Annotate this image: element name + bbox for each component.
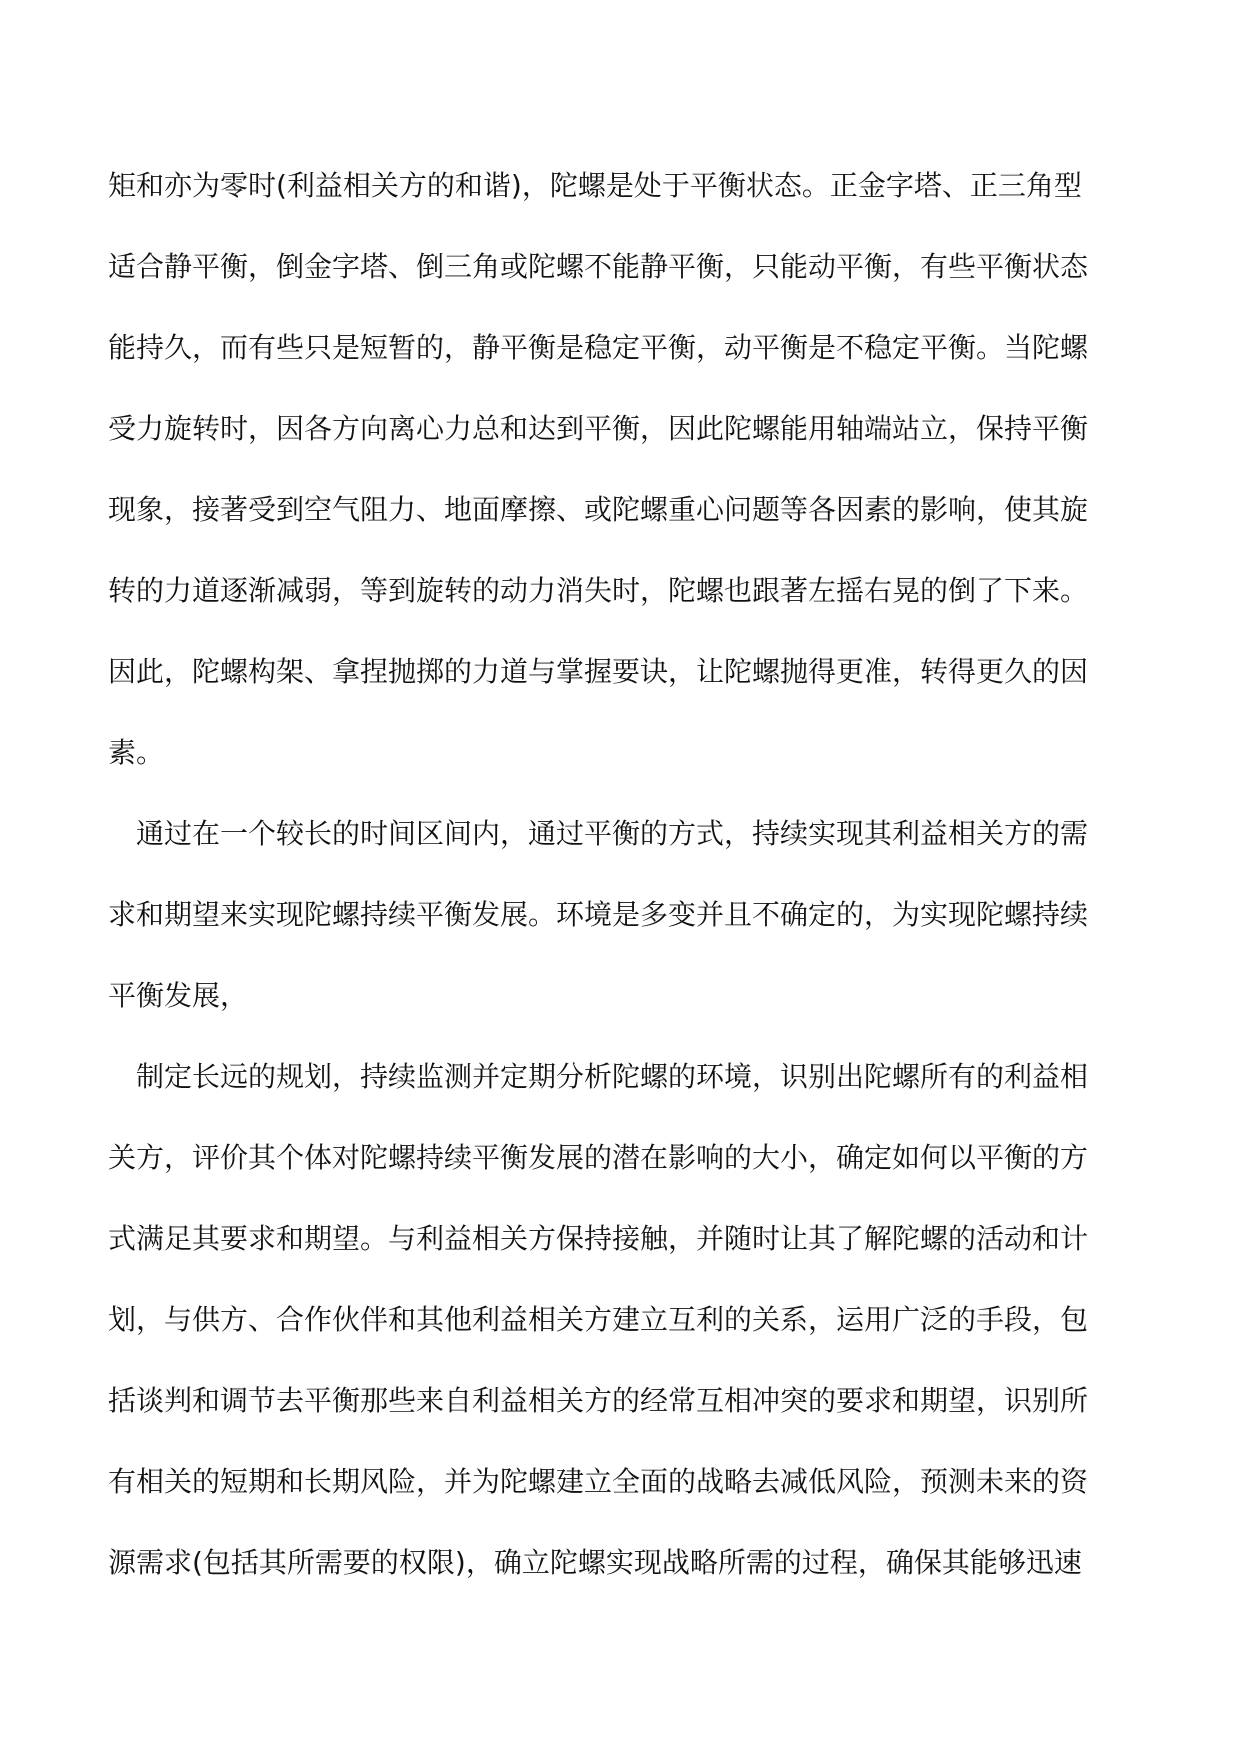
text-line: 转的力道逐渐减弱，等到旋转的动力消失时，陀螺也跟著左摇右晃的倒了下来。 <box>108 574 1089 607</box>
text-line: 有相关的短期和长期风险，并为陀螺建立全面的战略去减低风险，预测未来的资 <box>108 1465 1089 1498</box>
text-line: 矩和亦为零时(利益相关方的和谐)，陀螺是处于平衡状态。正金字塔、正三角型 <box>108 169 1082 202</box>
paragraph-start-line: 通过在一个较长的时间区间内，通过平衡的方式，持续实现其利益相关方的需 <box>136 817 1089 850</box>
text-line: 因此，陀螺构架、拿捏抛掷的力道与掌握要诀，让陀螺抛得更准，转得更久的因 <box>108 655 1089 688</box>
text-line: 适合静平衡，倒金字塔、倒三角或陀螺不能静平衡，只能动平衡，有些平衡状态 <box>108 250 1089 283</box>
text-line: 求和期望来实现陀螺持续平衡发展。环境是多变并且不确定的，为实现陀螺持续 <box>108 898 1089 931</box>
text-line: 受力旋转时，因各方向离心力总和达到平衡，因此陀螺能用轴端站立，保持平衡 <box>108 412 1089 445</box>
body-text <box>108 165 1138 1623</box>
text-line: 平衡发展， <box>108 979 249 1012</box>
text-line: 源需求(包括其所需要的权限)，确立陀螺实现战略所需的过程，确保其能够迅速 <box>108 1546 1082 1579</box>
text-line: 能持久，而有些只是短暂的，静平衡是稳定平衡，动平衡是不稳定平衡。当陀螺 <box>108 331 1089 364</box>
paragraph-start-line: 制定长远的规划，持续监测并定期分析陀螺的环境，识别出陀螺所有的利益相 <box>136 1060 1089 1093</box>
text-line: 式满足其要求和期望。与利益相关方保持接触，并随时让其了解陀螺的活动和计 <box>108 1222 1089 1255</box>
text-line: 现象，接著受到空气阻力、地面摩擦、或陀螺重心问题等各因素的影响，使其旋 <box>108 493 1089 526</box>
text-line: 素。 <box>108 736 165 769</box>
text-line: 划，与供方、合作伙伴和其他利益相关方建立互利的关系，运用广泛的手段，包 <box>108 1303 1089 1336</box>
text-line: 括谈判和调节去平衡那些来自利益相关方的经常互相冲突的要求和期望，识别所 <box>108 1384 1089 1417</box>
text-line: 关方，评价其个体对陀螺持续平衡发展的潜在影响的大小，确定如何以平衡的方 <box>108 1141 1089 1174</box>
